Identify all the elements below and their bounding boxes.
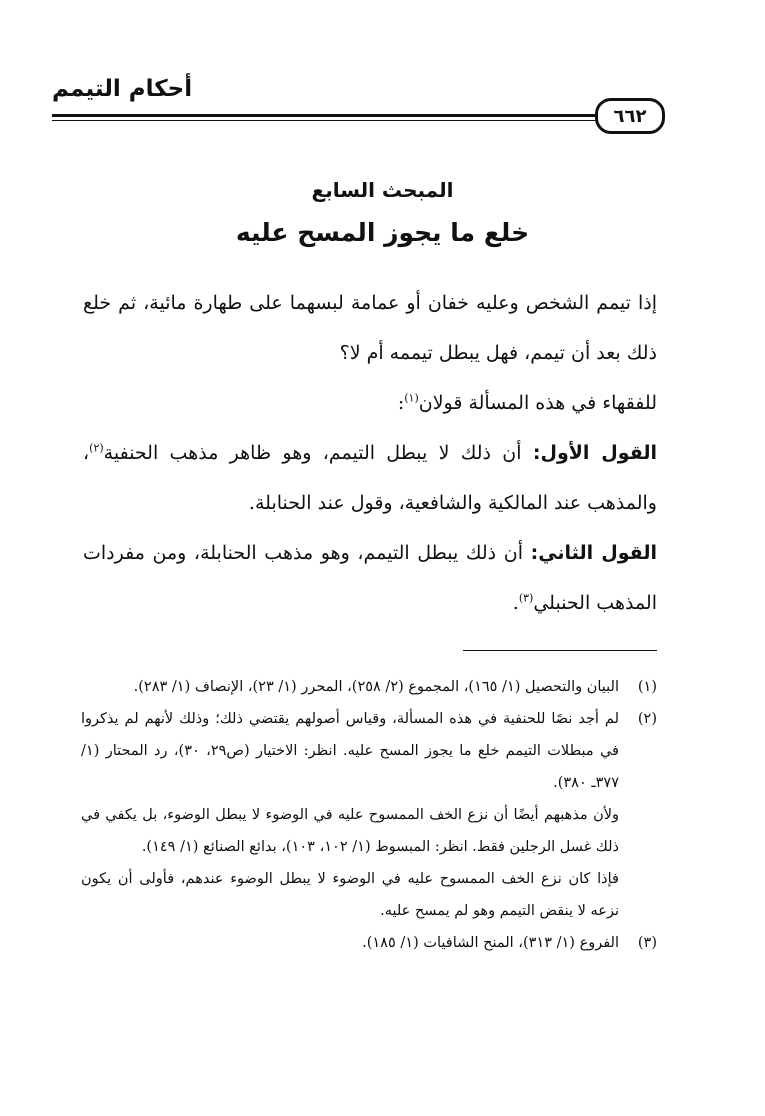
- paragraph-text: أن ذلك لا يبطل التيمم، وهو ظاهر مذهب الحنفية: [103, 442, 533, 464]
- footnote-separator: [463, 650, 657, 651]
- paragraph-text: للفقهاء في هذه المسألة قولان: [418, 392, 657, 414]
- footnote-text: ولأن مذهبهم أيضًا أن نزع الخف الممسوح عليه في الوضوء لا يبطل الوضوء، بل يكفي في ذلك غسل الرجلين فقط. انظر: المبسوط (١/ ١٠٢، ١٠٣)، بدائع الصنائع (١/ ١٤٩).: [81, 807, 619, 855]
- section-title: خلع ما يجوز المسح عليه: [235, 218, 530, 247]
- footnote-body: [81, 671, 619, 703]
- footnotes: [81, 671, 657, 959]
- footnote-text: لم أجد نصًا للحنفية في هذه المسألة، وقياس أصولهم يقتضي ذلك؛ وذلك لأنهم لم يذكروا في مبطلات التيمم خلع ما يجوز المسح عليه. انظر: الاختيار (ص٢٩، ٣٠)، رد المحتار (١/ ٣٧٧ـ ٣٨٠).: [81, 711, 619, 791]
- footnote-1: [81, 671, 657, 703]
- footnote-text: فإذا كان نزع الخف الممسوح عليه في الوضوء لا يبطل الوضوء عندهم، فأولى أن يكون نزعه لا ينقض التيمم وهو لم يمسح عليه.: [81, 871, 619, 919]
- footnote-number: (٣): [637, 935, 657, 951]
- paragraph-second-opinion: [83, 528, 657, 628]
- punctuation: :: [397, 392, 405, 414]
- paragraph-text: أن ذلك يبطل التيمم، وهو مذهب الحنابلة، ومن مفردات المذهب الحنبلي: [83, 542, 657, 614]
- footnote-number: (١): [637, 679, 657, 695]
- paragraph-text: ، والمذهب عند المالكية والشافعية، وقول عند الحنابلة.: [83, 442, 657, 514]
- footnote-2: [81, 703, 657, 927]
- body-text: [83, 278, 657, 628]
- second-opinion-label: القول الثاني:: [530, 542, 657, 564]
- paragraph-first-opinion: [83, 428, 657, 528]
- running-title: أحكام التيمم: [52, 76, 193, 102]
- footnote-body: [81, 703, 619, 927]
- footnote-ref-2[interactable]: (٢): [89, 441, 104, 455]
- section-label: المبحث السابع: [311, 178, 454, 202]
- footnote-text: البيان والتحصيل (١/ ١٦٥)، المجموع (٢/ ٢٥٨)، المحرر (١/ ٢٣)، الإنصاف (١/ ٢٨٣).: [133, 679, 619, 695]
- footnote-ref-1[interactable]: (١): [404, 391, 419, 405]
- footnote-number: (٢): [637, 711, 657, 727]
- footnote-body: [81, 927, 619, 959]
- paragraph-question: [83, 278, 657, 378]
- page-number-badge: [595, 98, 665, 134]
- footnote-3: [81, 927, 657, 959]
- header-rule-thin: [52, 120, 649, 121]
- footnote-ref-3[interactable]: (٣): [518, 591, 534, 605]
- punctuation: .: [512, 592, 519, 614]
- paragraph-intro: [83, 378, 657, 428]
- footnote-text: الفروع (١/ ٣١٣)، المنح الشافيات (١/ ١٨٥).: [362, 935, 619, 951]
- page-number: ٦٦٢: [613, 105, 647, 127]
- first-opinion-label: القول الأول:: [532, 442, 658, 464]
- header-rule: [52, 114, 649, 117]
- paragraph-text: إذا تيمم الشخص وعليه خفان أو عمامة لبسهما على طهارة مائية، ثم خلع ذلك بعد أن تيمم، فهل يبطل تيممه أم لا؟: [83, 292, 657, 364]
